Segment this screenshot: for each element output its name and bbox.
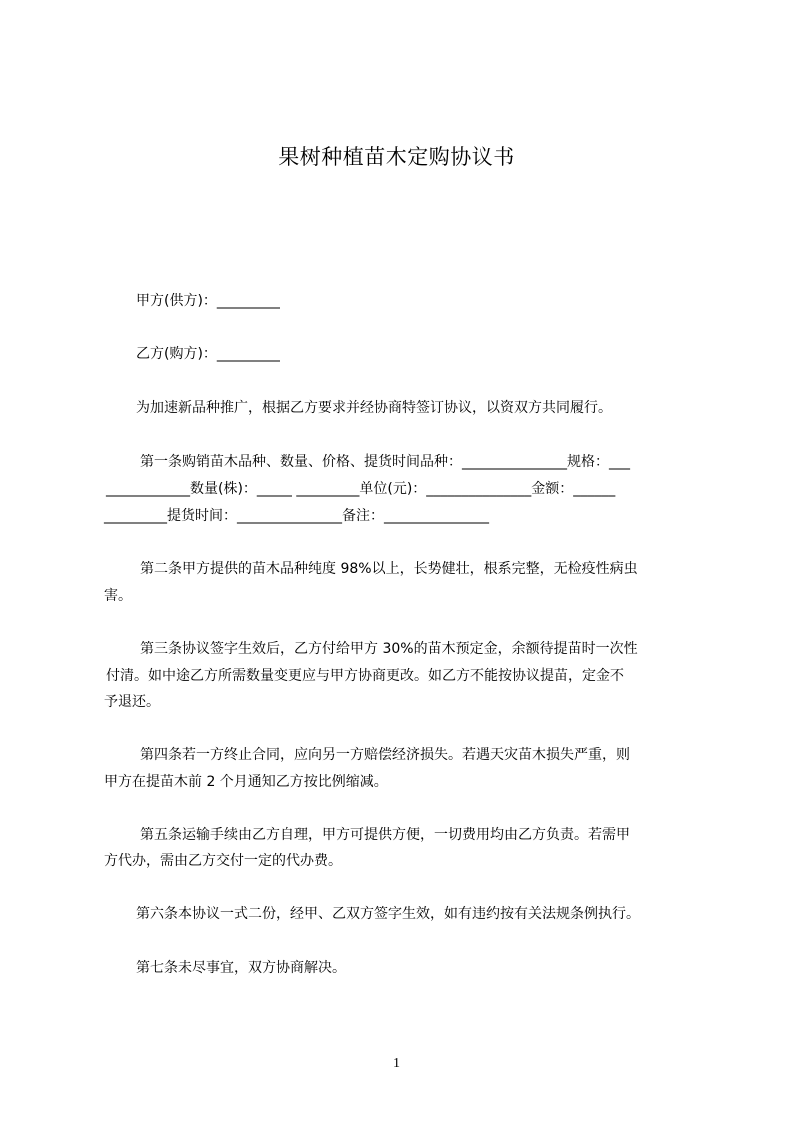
- article-6-paragraph: 第六条本协议一式二份，经甲、乙双方签字生效，如有违约按有关法规条例执行。: [136, 906, 640, 922]
- article-7-paragraph: 第七条未尽事宜，双方协商解决。: [136, 960, 346, 976]
- article-1-line-3: _________提货时间：_______________备注：_______________: [104, 508, 489, 524]
- article-3-line-1: 第三条协议签字生效后，乙方付给甲方 30%的苗木预定金，余额待提苗时一次性: [140, 641, 638, 657]
- article-2-line-1: 第二条甲方提供的苗木品种纯度 98%以上，长势健壮，根系完整，无检疫性病虫: [140, 561, 638, 577]
- article-1-line-2: ____________数量(株)：_____ _________单位(元)：_______________金额：______: [106, 481, 616, 497]
- article-5-line-2: 方代办，需由乙方交付一定的代办费。: [104, 853, 342, 869]
- document-title: 果树种植苗木定购协议书: [278, 145, 515, 169]
- page-number: 1: [393, 1056, 400, 1071]
- article-3-line-2: 付清。如中途乙方所需数量变更应与甲方协商更改。如乙方不能按协议提苗，定金不: [106, 668, 624, 684]
- intro-paragraph: 为加速新品种推广，根据乙方要求并经协商特签订协议，以资双方共同履行。: [136, 400, 612, 416]
- party-b-line: 乙方(购方)：_________: [136, 346, 280, 362]
- article-3-line-3: 予退还。: [104, 694, 160, 710]
- article-5-line-1: 第五条运输手续由乙方自理，甲方可提供方便，一切费用均由乙方负责。若需甲: [140, 827, 630, 843]
- article-2-line-2: 害。: [104, 588, 132, 604]
- article-4-line-1: 第四条若一方终止合同，应向另一方赔偿经济损失。若遇天灾苗木损失严重，则: [140, 747, 630, 763]
- article-1-line-1: 第一条购销苗木品种、数量、价格、提货时间品种：_______________规格：___: [140, 454, 630, 470]
- article-4-line-2: 甲方在提苗木前 2 个月通知乙方按比例缩减。: [104, 774, 388, 790]
- party-a-line: 甲方(供方)：_________: [136, 293, 280, 309]
